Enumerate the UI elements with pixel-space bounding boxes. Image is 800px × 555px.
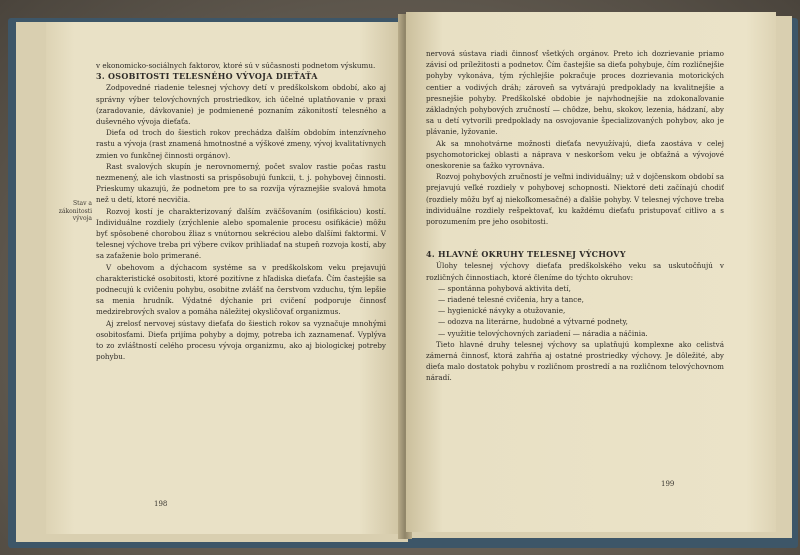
left-page-number: 198 — [154, 500, 168, 508]
paragraph: Aj zrelosť nervovej sústavy dieťaťa do šiestich rokov sa vyznačuje mnohými osobitosťami. Dieťa prijíma pohyby a dojmy, potreba ich zaznamenať. Vyplýva to zo zvláštností celého procesu vývoja organizmu, ako aj biologickej potreby pohybu. — [96, 318, 386, 362]
list-item: — riadené telesné cvičenia, hry a tance, — [438, 295, 584, 305]
paragraph: nervová sústava riadi činnosť všetkých orgánov. Preto ich dozrievanie priamo závisí od príležitosti a podnetov. Čím častejšie sa dieťa pohybuje, čím rozličnejšie pohyby vykonáva, tým rýchlejšie pokračuje proces dozrievania motorických centier a vodivých dráh; zároveň sa vytvárajú predpoklady na kvalitnejšie a presnejšie pohyby. Predškolské obdobie je najvhodnejšie na zdokonaľovanie základných pohybových zručností — chôdze, behu, skokov, lezenia, hádzaní, aby sa u detí vytvorili predpoklady na osvojovanie špecializovaných pohybov, ako je plávanie, lyžovanie. — [426, 49, 724, 137]
paragraph: Tieto hlavné druhy telesnej výchovy sa uplatňujú komplexne ako celistvá zámerná činnosť, ktorá zahŕňa aj ostatné prostriedky výchovy. Je dôležité, aby dieťa malo dostatok pohybu v rozličnom prostredí a na rozličnom telovýchovnom náradí. — [426, 339, 724, 383]
paragraph: Úlohy telesnej výchovy dieťaťa predškolského veku sa uskutočňujú v rozličných činnostiach, ktoré členíme do týchto okruhov: — [426, 261, 724, 282]
paragraph: Rozvoj kostí je charakterizovaný ďalším zväčšovaním (osifikáciou) kostí. Individuálne rozdiely (zrýchlenie alebo spomalenie procesu osifikácie) môžu byť spôsobené chorobou žliaz s vnútornou sekréciou alebo ďalšími faktormi. V telesnej výchove treba pri výbere cvikov prihliadať na stupeň rozvoja kostí, aby sa zaťaženie bolo primerané. — [96, 206, 386, 261]
left-page-text — [96, 60, 386, 362]
activity-list — [426, 283, 724, 339]
margin-note: Stav a zákonitosti vývoja — [58, 200, 92, 222]
right-page-number: 199 — [661, 480, 675, 488]
left-section-heading: 3. OSOBITOSTI TELESNÉHO VÝVOJA DIEŤAŤA — [96, 71, 318, 82]
list-item: — odozva na literárne, hudobné a výtvarné podnety, — [438, 317, 628, 327]
right-section-heading: 4. HLAVNÉ OKRUHY TELESNEJ VÝCHOVY — [426, 249, 626, 260]
paragraph: V obehovom a dýchacom systéme sa v predškolskom veku prejavujú charakteristické osobitosti, ktoré pozitívne z hľadiska dieťaťa. Čím častejšie sa podnecujú k cvičeniu pohybu, osobitne zvlášť na čerstvom vzduchu, tým lepšie sa menia hrudník. Výdatné dýchanie pri cvičení podporuje činnosť medzirebrových svalov a pomáha náležitej okysličovať organizmus. — [96, 262, 386, 317]
right-page — [406, 12, 776, 532]
list-item: — hygienické návyky a otužovanie, — [438, 306, 566, 316]
left-page — [46, 22, 402, 534]
paragraph: Rozvoj pohybových zručností je veľmi individuálny; už v dojčenskom období sa prejavujú veľké rozdiely v pohybovej schopnosti. Niektoré deti začínajú chodiť (rozdiely môžu byť aj niekoľkomesačné) a ďalšie pohyby. V telesnej výchove treba individuálne rozdiely rešpektovať, ku každému dieťaťu pristupovať citlivo a s porozumením pre jeho osobitosti. — [426, 172, 724, 227]
list-item: — spontánna pohybová aktivita detí, — [438, 283, 571, 293]
right-page-text — [426, 48, 724, 384]
paragraph: Dieťa od troch do šiestich rokov prechádza ďalším obdobím intenzívneho rastu a vývoja (rast znamená hmotnostné a výškové zmeny, vývoj kvalitatívnych zmien vo funkčnej činnosti orgánov). — [96, 128, 386, 160]
paragraph: Rast svalových skupín je nerovnomerný, počet svalov rastie počas rastu nezmenený, ale ich vlastnosti sa prispôsobujú funkcii, t. j. pohybovej činnosti. Prieskumy ukazujú, že podnetom pre to sa rozvíja výraznejšie svalová hmota než u detí, ktoré necvičia. — [96, 161, 386, 205]
intro-lines: v ekonomicko-sociálnych faktorov, ktoré sú v súčasnosti podnetom výskumu. — [96, 61, 376, 70]
list-item: — využitie telovýchovných zariadení — náradia a náčinia. — [438, 328, 648, 338]
paragraph: Ak sa mnohotvárne možnosti dieťaťa nevyužívajú, dieťa zaostáva v celej psychomotorickej oblasti a náprava v neskoršom veku je obťažná a vývojové oneskorenie sa ťažko vyrovnáva. — [426, 138, 724, 171]
paragraph: Zodpovedné riadenie telesnej výchovy detí v predškolskom období, ako aj správny výber telovýchovných prostriedkov, ich účelné uplatňovanie v praxi (zaradovanie, dávkovanie) je podmienené poznaním zákonitostí telesného a duševného vývoja dieťaťa. — [96, 83, 386, 127]
